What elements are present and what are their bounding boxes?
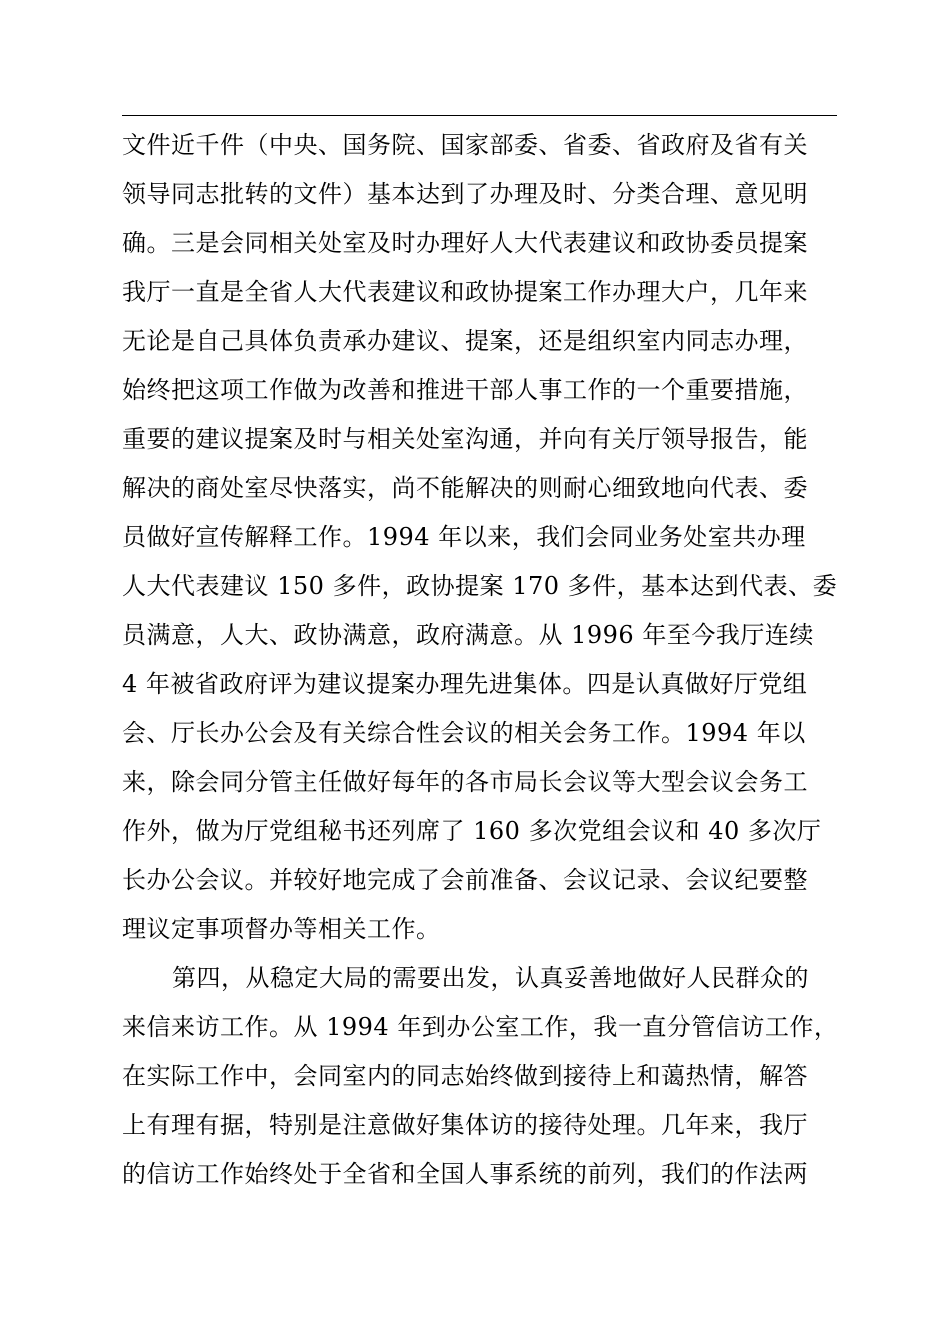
text-line: 员做好宣传解释工作。1994 年以来，我们会同业务处室共办理 bbox=[122, 523, 806, 551]
text-line: 会、厅长办公会及有关综合性会议的相关会务工作。1994 年以 bbox=[122, 719, 806, 747]
text-line: 来信来访工作。从 1994 年到办公室工作，我一直分管信访工作， bbox=[122, 1013, 839, 1041]
text-line: 无论是自己具体负责承办建议、提案，还是组织室内同志办理， bbox=[122, 327, 808, 355]
text-line: 领导同志批转的文件）基本达到了办理及时、分类合理、意见明 bbox=[122, 180, 808, 208]
header-rule bbox=[122, 115, 837, 116]
text-line: 作外，做为厅党组秘书还列席了 160 多次党组会议和 40 多次厅 bbox=[122, 817, 822, 845]
text-line: 理议定事项督办等相关工作。 bbox=[122, 915, 441, 943]
text-line: 的信访工作始终处于全省和全国人事系统的前列，我们的作法两 bbox=[122, 1160, 808, 1188]
text-line: 长办公会议。并较好地完成了会前准备、会议记录、会议纪要整 bbox=[122, 866, 808, 894]
text-line: 4 年被省政府评为建议提案办理先进集体。四是认真做好厅党组 bbox=[122, 670, 808, 698]
text-line: 始终把这项工作做为改善和推进干部人事工作的一个重要措施， bbox=[122, 376, 808, 404]
text-line: 上有理有据，特别是注意做好集体访的接待处理。几年来，我厅 bbox=[122, 1111, 808, 1139]
text-line: 来，除会同分管主任做好每年的各市局长会议等大型会议会务工 bbox=[122, 768, 808, 796]
text-line: 人大代表建议 150 多件，政协提案 170 多件，基本达到代表、委 bbox=[122, 572, 838, 600]
text-line: 我厅一直是全省人大代表建议和政协提案工作办理大户，几年来 bbox=[122, 278, 808, 306]
text-line: 文件近千件（中央、国务院、国家部委、省委、省政府及省有关 bbox=[122, 131, 808, 159]
text-line: 确。三是会同相关处室及时办理好人大代表建议和政协委员提案 bbox=[122, 229, 808, 257]
text-line: 解决的商处室尽快落实，尚不能解决的则耐心细致地向代表、委 bbox=[122, 474, 808, 502]
text-line: 在实际工作中，会同室内的同志始终做到接待上和蔼热情，解答 bbox=[122, 1062, 808, 1090]
document-body bbox=[122, 121, 882, 1199]
text-line: 员满意，人大、政协满意，政府满意。从 1996 年至今我厅连续 bbox=[122, 621, 814, 649]
paragraph-start-line: 第四，从稳定大局的需要出发，认真妥善地做好人民群众的 bbox=[172, 964, 809, 992]
text-line: 重要的建议提案及时与相关处室沟通，并向有关厅领导报告，能 bbox=[122, 425, 808, 453]
